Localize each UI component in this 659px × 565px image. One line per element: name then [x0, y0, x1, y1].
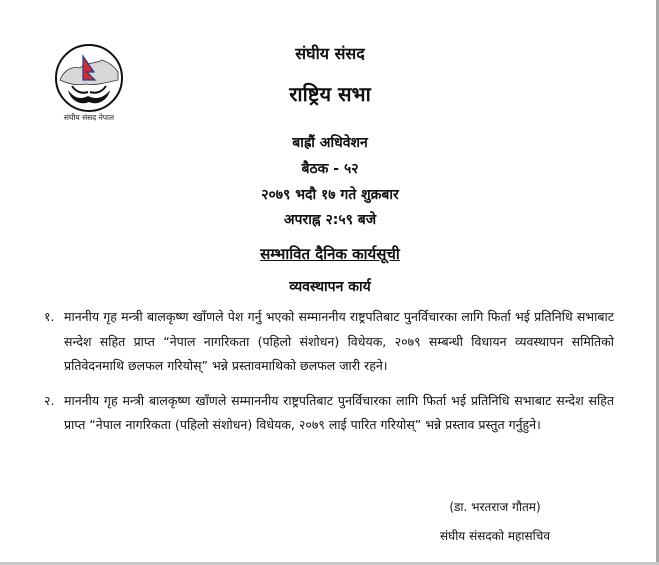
agenda-item-text: माननीय गृह मन्त्री बालकृष्ण खाँणले सम्माननीय राष्ट्रपतिबाट पुनर्विचारका लागि फिर्ता भई प्रतिनिधि सभाबाट सन्देश सहित प्राप्त “नेपाल नागरिकता (पहिलो संशोधन) विधेयक, २०७९ लाई पारित गरियोस्” भन्ने प्रस्ताव प्रस्तुत गर्नुहुने। [64, 392, 614, 432]
agenda-title: सम्भावित दैनिक कार्यसूची [260, 245, 400, 263]
agenda-item-number: १. [44, 309, 55, 324]
signatory-name: (डा. भरतराज गौतम) [449, 500, 541, 514]
agenda-list [44, 305, 614, 448]
org-name: संघीय संसद [295, 44, 365, 63]
agenda-item-number: २. [44, 392, 55, 408]
house-name: राष्ट्रिय सभा [289, 82, 371, 106]
agenda-item [44, 305, 614, 379]
nepal-parliament-emblem-icon [50, 40, 128, 122]
agenda-item-text: माननीय गृह मन्त्री बालकृष्ण खाँणले पेश गर्नु भएको सम्माननीय राष्ट्रपतिबाट पुनर्विचारका लागि फिर्ता भई प्रतिनिधि सभाबाट सन्देश सहित प्राप्त “नेपाल नागरिकता (पहिलो संशोधन) विधेयक, २०७९ सम्बन्धी विधायन व्यवस्थापन समितिको प्रतिवेदनमाथि छलफल गरियोस्” भन्ने प्रस्तावमाथिको छलफल जारी रहने। [64, 309, 614, 373]
meeting-time: अपराह्न २:५९ बजे [283, 212, 377, 228]
signatory-title: संघीय संसदको महासचिव [440, 529, 550, 543]
section-heading: व्यवस्थापन कार्य [289, 279, 371, 295]
meeting-label: बैठक - ५२ [301, 161, 359, 177]
agenda-item [44, 389, 614, 438]
meeting-date: २०७९ भदौ १७ गते शुक्रबार [261, 187, 399, 203]
emblem-caption: संघीय संसद नेपाल [63, 113, 115, 122]
session-label: बाह्रौं अधिवेशन [292, 135, 368, 151]
